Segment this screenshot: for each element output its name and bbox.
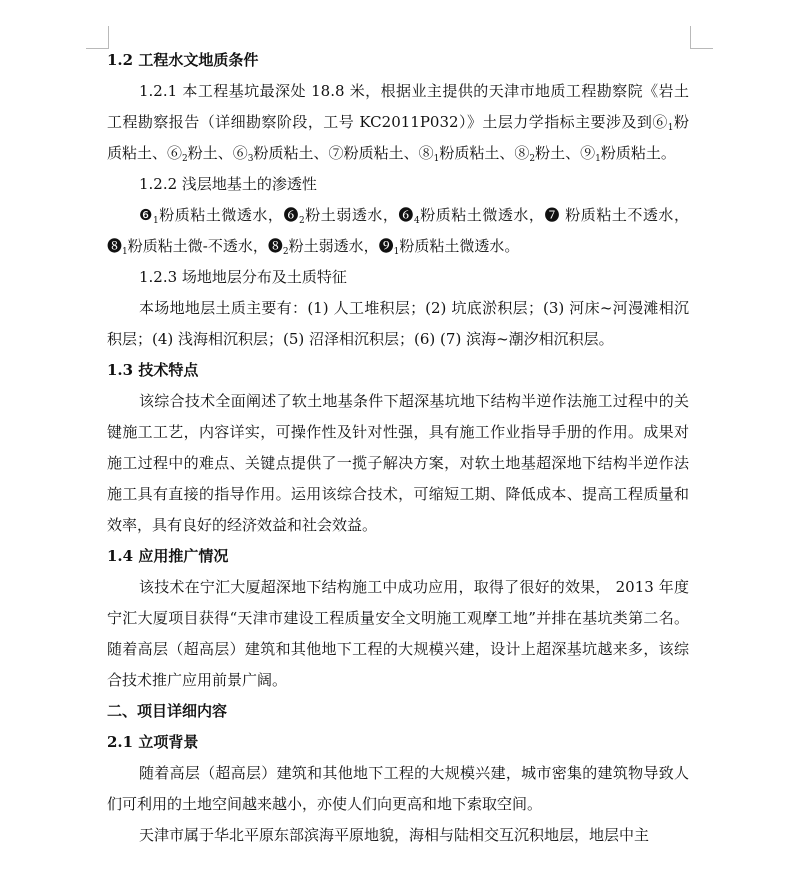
permeability-6-1: $❻_1$粉质粘土微透水， <box>139 206 284 226</box>
page-corner-mark-right <box>690 26 713 49</box>
permeability-6-4: $❻_4$粉质粘土微透水， <box>398 206 545 226</box>
permeability-9-1: $❾_1$粉质粘土微透水。 <box>378 237 520 257</box>
heading-1-2-3: 1.2.3 场地地层分布及土质特征 <box>139 268 347 286</box>
document-body <box>107 45 689 851</box>
paragraph-2-1-b: 天津市属于华北平原东部滨海平原地貌，海相与陆相交互沉积地层，地层中主 <box>139 826 650 844</box>
heading-2: 二、项目详细内容 <box>107 702 228 720</box>
heading-1-4: 1.4 应用推广情况 <box>107 547 229 565</box>
paragraph-1-2-3: 本场地地层土质主要有：(1) 人工堆积层；(2) 坑底淤积层；(3) 河床~河漫滩相沉积层；(4) 浅海相沉积层；(5) 沼泽相沉积层；(6) (7) 滨海~潮汐相沉积层。 <box>107 299 689 348</box>
heading-2-1: 2.1 立项背景 <box>107 733 199 751</box>
heading-1-2-2: 1.2.2 浅层地基土的渗透性 <box>139 175 317 193</box>
stratum-6-2: $⑥_2$粉土、 <box>167 144 233 164</box>
heading-1-3: 1.3 技术特点 <box>107 361 199 379</box>
paragraph-1-2-1-text: 1.2.1 本工程基坑最深处 18.8 米，根据业主提供的天津市地质工程勘察院《岩土工程勘察报告（详细勘察阶段，工号 KC2011P032）》土层力学指标主要涉及到 <box>107 82 689 131</box>
permeability-6-2: $❻_2$粉土弱透水， <box>283 206 399 226</box>
stratum-9-1: $⑨_1$粉质粘土。 <box>580 144 676 164</box>
stratum-8-2: $⑧_2$粉土、 <box>514 144 581 164</box>
stratum-7: ⑦粉质粘土、 <box>328 144 419 162</box>
permeability-8-1: $❽_1$粉质粘土微-不透水， <box>107 237 268 257</box>
page-corner-mark-left <box>86 26 109 49</box>
paragraph-1-3: 该综合技术全面阐述了软土地基条件下超深基坑地下结构半逆作法施工过程中的关键施工工艺，内容详实，可操作性及针对性强，具有施工作业指导手册的作用。成果对施工过程中的难点、关键点提供了一揽子解决方案，对软土地基超深地下结构半逆作法施工具有直接的指导作用。运用该综合技术，可缩短工期、降低成本、提高工程质量和效率，具有良好的经济效益和社会效益。 <box>107 392 689 534</box>
heading-1-2: 1.2 工程水文地质条件 <box>107 51 259 69</box>
permeability-7: ❼ 粉质粘土不透水， <box>544 206 689 224</box>
stratum-6-1: $⑥_1$粉质粘土、 <box>107 113 689 162</box>
paragraph-2-1-a: 随着高层（超高层）建筑和其他地下工程的大规模兴建，城市密集的建筑物导致人们可利用的土地空间越来越小，亦使人们向更高和地下索取空间。 <box>107 764 689 813</box>
stratum-6-3: $⑥_3$粉质粘土、 <box>232 144 329 164</box>
paragraph-1-4: 该技术在宁汇大厦超深地下结构施工中成功应用，取得了很好的效果， 2013 年度宁汇大厦项目获得“天津市建设工程质量安全文明施工观摩工地”并排在基坑类第二名。随着高层（超高层）建筑和其他地下工程的大规模兴建，设计上超深基坑越来多，该综合技术推广应用前景广阔。 <box>107 578 689 689</box>
permeability-8-2: $❽_2$粉土弱透水， <box>267 237 379 257</box>
paragraph-1-2-2 <box>107 200 689 262</box>
stratum-8-1: $⑧_1$粉质粘土、 <box>418 144 515 164</box>
paragraph-1-2-1 <box>107 76 689 169</box>
